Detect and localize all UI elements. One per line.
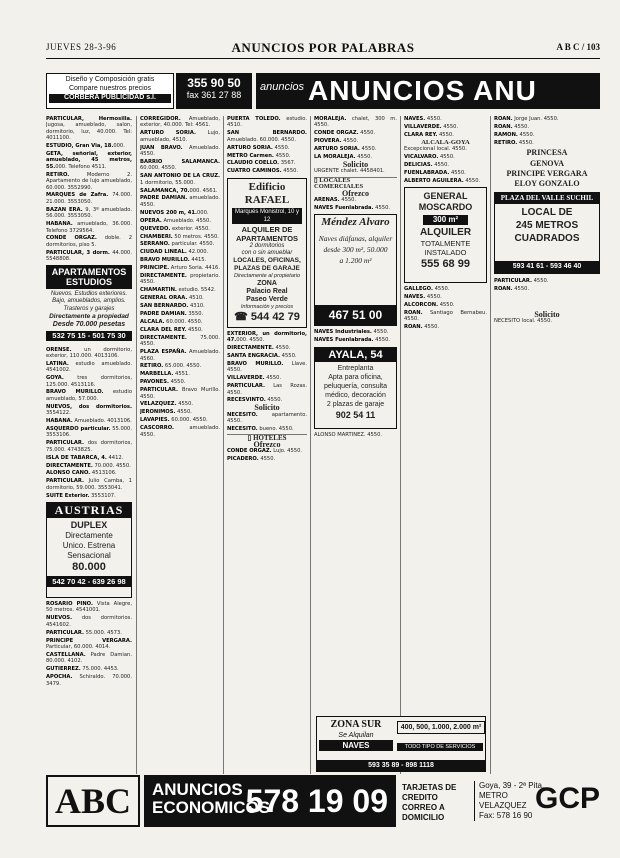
col6-genova-label: GENOVA — [529, 158, 565, 168]
classified-entry: VELAZQUEZ. 4550. — [140, 401, 194, 408]
classified-entry: ARTURO SORIA. 4550. — [227, 144, 290, 151]
classified-entry: APOCHA. Schiraldo. 70.000. 3479. — [46, 674, 132, 687]
classified-entry: BAZAN ERA. 9, 3º amueblado. 56.000. 3553050. — [46, 206, 132, 220]
apartamentos-line-3: Trasteros y garajes — [63, 305, 115, 312]
ayala-ad — [314, 347, 397, 429]
col4-urgente: URGENTE chalet. 4458401. — [314, 168, 385, 175]
classified-entry: PARTICULAR. Las Rozas. 4550. — [227, 383, 307, 396]
banner-small-word: anuncios — [260, 81, 305, 93]
classified-entry: LA MORALEJA. 4550. — [314, 154, 373, 161]
col3-solicito-label: Solicito — [254, 403, 280, 413]
classified-entry: PIOVERA. 4550. — [314, 138, 359, 145]
classified-entry: GUTIERREZ. 75.000. 4453. — [46, 666, 119, 673]
ayala-line-2: Apta para oficina, — [328, 373, 383, 381]
footer-banner — [46, 775, 600, 827]
classified-entry: ROAN. 4550. — [494, 285, 530, 292]
promo-line-1: Diseño y Composición gratis — [65, 76, 155, 83]
col6-top-list — [494, 116, 600, 146]
austrias-line-2: Directamente — [65, 531, 113, 541]
col1-mid-list — [46, 347, 132, 500]
classified-entry: CONDE ORGAZ. doble. 2 dormitorios, piso 5. — [46, 235, 132, 248]
classified-entry: ROAN. 4550. — [404, 324, 440, 331]
banner-phone-box — [176, 73, 252, 109]
footer-cc-line-1: TARJETAS DE CREDITO — [402, 783, 457, 802]
col3-hoteles-text: HOTELES — [253, 434, 287, 443]
ayala-title: AYALA, 54 — [315, 348, 396, 362]
classified-entry: DELICIAS. 4550. — [404, 161, 450, 168]
classified-entry: GALLEGO. 4550. — [404, 286, 450, 293]
banner-phone: 355 90 50 — [187, 76, 241, 90]
general-line-4: ALQUILER — [419, 227, 472, 239]
promo-line-2: Compare nuestros precios — [68, 84, 152, 92]
zona-line-2: NAVES — [319, 740, 393, 751]
footer-phone-number: 578 19 09 — [245, 783, 388, 819]
general-line-6: INSTALADO — [424, 248, 467, 258]
col5-top-list — [404, 116, 487, 138]
classified-entry: PRINCIPE VERGARA. Particular, 60.000. 4014. — [46, 637, 132, 650]
classified-entry: CLARA REY. 4550. — [404, 131, 454, 138]
plaza-valle-suchil-ad — [494, 192, 600, 274]
rafael-line-11: Información y precios — [240, 303, 294, 310]
classified-entry: PARTICULAR. 4550. — [494, 277, 549, 284]
classified-entry: RETIRO. 65.000. 4550. — [140, 363, 202, 370]
col6-solicito-label: Solicito — [534, 310, 560, 320]
col4-solicito-label: Solicito — [342, 159, 369, 169]
ayala-line-4: médico, decoración — [325, 391, 386, 399]
rafael-line-8: ZONA — [257, 279, 277, 287]
col3-top-list — [227, 116, 307, 175]
column-6 — [494, 116, 600, 774]
classified-entry: NUEVOS 200 m, 41.000. — [140, 209, 209, 216]
footer-addr-line-3: Fax: 578 16 90 — [479, 811, 533, 820]
column-divider — [136, 116, 137, 774]
classified-entry: ESTUDIO, Gran Via, 18.000. — [46, 143, 125, 150]
plaza-phone: 593 41 61 - 593 46 40 — [495, 261, 599, 273]
plaza-line-2: 245 METROS — [515, 219, 579, 231]
rafael-line-1: ALQUILER DE — [241, 224, 293, 234]
ayala-phone: 902 54 11 — [335, 409, 376, 420]
classified-entry: METRO Carmen. 4550. — [227, 152, 291, 159]
classified-entry: OPERA. Amueblado. 4550. — [140, 217, 212, 224]
footer-anuncios-block — [144, 775, 396, 827]
ayala-line-3: peluquería, consulta — [323, 382, 388, 390]
rafael-line-3: 2 dormitorios — [249, 242, 285, 249]
mendez-line-3: a 1.200 m² — [339, 256, 372, 266]
col4-alonso: ALONSO MARTINEZ. 4550. — [314, 431, 383, 438]
classified-entry: PARTICULAR. Julio Camba, 1 dormitorio, 59.000. 3553041. — [46, 478, 132, 491]
classified-entry: SAN BERNARDO. Amueblado. 60.000. 4550. — [227, 130, 307, 143]
classified-entry: CONDE ORGAZ. Lujo. 4550. — [227, 448, 303, 455]
header-page-number: A B C / 103 — [556, 42, 600, 52]
column-2 — [140, 116, 220, 774]
footer-line-2: ECONOMICOS — [152, 798, 271, 817]
banner-big-word: ANUNCIOS ANU — [308, 75, 537, 106]
classified-entry: CIUDAD LINEAL. 42.000. — [140, 249, 209, 256]
classified-entry: CLARA DEL REY. 4550. — [140, 326, 203, 333]
classified-entry: CHAMARTIN. estudio. 5542. — [140, 287, 216, 294]
apartamentos-title-1: APARTAMENTOS — [51, 266, 127, 277]
apartamentos-phones: 532 75 15 - 501 75 30 — [46, 331, 132, 341]
zona-sur-ad — [316, 716, 486, 772]
classified-entry: ARENAS. 4550. — [314, 196, 357, 203]
rafael-line-2: APARTAMENTOS — [235, 233, 299, 243]
austrias-ad — [46, 502, 132, 598]
col5-alcala-text: Excepcional local. 4550. — [404, 146, 467, 153]
classified-entry: NAVES Fuenlabrada. 4550. — [314, 337, 391, 344]
classified-entry: VICALVARO. 4550. — [404, 154, 455, 161]
classified-entry: ROAN. 4550. — [494, 123, 530, 130]
general-phone: 555 68 99 — [421, 258, 470, 271]
classified-entry: PARTICULAR, Hermosilla. Jugosa, amueblado, salon, dormitorio, luz, 40.000. Tel: 4011100. — [46, 116, 132, 142]
header-title: ANUNCIOS POR PALABRAS — [231, 40, 415, 55]
classified-entry: MORALEJA. chalet, 300 m. 4550. — [314, 116, 397, 129]
phone-icon: ☎ — [234, 310, 251, 323]
zona-title: ZONA SUR — [330, 719, 382, 730]
col5-list — [404, 154, 487, 184]
zona-phones: 593 35 89 - 898 1118 — [317, 760, 485, 771]
rafael-line-7: Directamente al propietario — [233, 272, 301, 279]
classified-entry: CHAMBERI. 50 metros. 4550. — [140, 233, 219, 240]
classified-entry: EXTERIOR, un dormitorio, 47.000. 4550. — [227, 330, 307, 344]
classified-entry: LAVAPIES. 60.000. 4550. — [140, 417, 208, 424]
apartamentos-line-1: Nuevos. Estudios exteriores. — [50, 290, 128, 297]
classified-entry: ORENSE. un dormitorio, exterior, 110.000. 4013106. — [46, 346, 132, 359]
apartamentos-line-2: Bajo, amueblados, amplios. — [52, 298, 126, 305]
plaza-line-1: LOCAL DE — [521, 206, 573, 218]
apartamentos-line-5: Desde 70.000 pesetas — [52, 321, 126, 329]
austrias-title: AUSTRIAS — [47, 503, 131, 518]
classified-entry: FUENLABRADA. 4550. — [404, 169, 466, 176]
classified-entry: NUEVOS, dos dormitorios. 3554122. — [46, 403, 132, 417]
classified-entry: CASTELLANA. Padre Damian. 80.000. 4102. — [46, 651, 132, 665]
col3-solicito-list — [227, 412, 307, 433]
classified-entry: ROAN. Santiago Bernabeu. 4550. — [404, 309, 487, 323]
page-header — [46, 40, 600, 56]
apartamentos-title-2: ESTUDIOS — [65, 276, 112, 287]
footer-addr-line-2: METRO VELAZQUEZ — [479, 791, 527, 810]
classified-entry: ALONSO CANO. 4513106. — [46, 470, 117, 477]
general-line-2: MOSCARDO — [418, 202, 473, 213]
classified-entry: CLAUDIO COELLO. 3567. — [227, 160, 296, 167]
classified-entry: SERRANO. particular. 4550. — [140, 241, 215, 248]
classified-entry: PARTICULAR, 3 dorm. 44.000. 5548808. — [46, 249, 132, 263]
column-3 — [227, 116, 307, 774]
gcp-logo: GCP — [534, 782, 600, 815]
classified-entry: DIRECTAMENTE. 70.000. 4550. — [46, 462, 131, 469]
col1-bottom-list — [46, 601, 132, 687]
col5-alcala-title: ALCALA-GOYA — [421, 138, 470, 146]
footer-cc-line-2: CORREO A DOMICILIO — [402, 803, 445, 822]
rafael-title: Edificio RAFAEL — [244, 180, 290, 206]
classified-entry: SALAMANCA, 70.000. 4561. — [140, 187, 218, 194]
column-divider — [400, 116, 401, 774]
classified-entry: RETIRO. Moderno 2. Apartamento de lujo amueblado, 60.000. 3552990. — [46, 171, 132, 191]
classified-entry: RAMON. 4550. — [494, 131, 535, 138]
col4-locales-text: LOCALES COMERCIALES — [314, 176, 364, 191]
austrias-line-1: DUPLEX — [70, 520, 108, 531]
classified-entry: ALCORCON. 4550. — [404, 301, 455, 308]
header-date: JUEVES 28-3-96 — [46, 42, 117, 52]
column-1 — [46, 116, 132, 774]
col4-ofrezco-label: Ofrezco — [342, 188, 369, 198]
classified-entry: CORREGIDOR. Amueblado, exterior, 40.000. Tel: 4561. — [140, 116, 220, 129]
classified-entry: PLAZA ESPAÑA. Amueblado. 4560. — [140, 349, 220, 362]
classified-entry: ARTURO SORIA. 4550. — [314, 146, 377, 153]
classified-entry: NECESITO. apartamento. 4550. — [227, 411, 307, 425]
zona-prices: 400, 500, 1.000, 2.000 m² — [397, 721, 485, 734]
classified-entry: ROAN. Jorge Juan. 4550. — [494, 116, 559, 122]
promo-box — [46, 73, 174, 109]
classified-entry: CUATRO CAMINOS. 4550. — [227, 168, 299, 175]
classified-entry: SAN BERNARDO. 4310. — [140, 303, 205, 310]
mendez-line-2: desde 300 m², 50.000 — [323, 245, 388, 255]
mendez-alvaro-ad — [314, 214, 397, 326]
classified-entry: HABANA. Amueblado. 4013106. — [46, 418, 132, 425]
column-divider — [223, 116, 224, 774]
footer-addr-line-1: Goya, 39 - 2ª Pita. — [479, 781, 545, 790]
ayala-line-5: 2 plazas de garaje — [326, 400, 385, 408]
classified-entry: CASCORRO. amueblado. 4550. — [140, 425, 220, 438]
general-line-3: 300 m² — [423, 215, 468, 225]
austrias-phones: 542 70 42 - 639 26 98 — [47, 576, 131, 587]
apartamentos-ad — [46, 265, 132, 345]
classified-entry: PADRE DAMIAN. 3550. — [140, 311, 204, 318]
col5-bottom-list — [404, 286, 487, 330]
edificio-rafael-ad — [227, 178, 307, 328]
col4-mid-list — [314, 197, 397, 211]
col3-bottom-list — [227, 331, 307, 404]
classified-entry: GENERAL ORAA. 4510. — [140, 295, 204, 302]
classified-entry: SUITE Exterior. 3553107. — [46, 492, 116, 499]
rafael-line-9: Palacio Real — [246, 287, 288, 295]
classified-entry: ALBERTO AGUILERA. 4550. — [404, 177, 481, 184]
classified-entry: ALCALA. 60.000. 4550. — [140, 318, 203, 325]
classified-entry: DIRECTAMENTE. 75.000. 4550. — [140, 334, 220, 348]
classified-entry: PAVONES. 4550. — [140, 379, 186, 386]
footer-line-1: ANUNCIOS — [152, 780, 243, 799]
classified-entry: ASQUERDO particular. 55.000. 3553106. — [46, 426, 132, 439]
classified-entry: PARTICULAR. 55.000. 4573. — [46, 629, 122, 636]
classified-entry: RETIRO. 4550. — [494, 139, 534, 146]
general-moscardo-ad — [404, 187, 487, 283]
classified-entry: PADRE DAMIAN. amueblado. 4550. — [140, 195, 220, 208]
plaza-title: PLAZA DEL VALLE SUCHIL — [495, 193, 599, 204]
footer-credit-cards — [402, 783, 470, 823]
classified-entry: PRINCIPE. Arturo Soria. 4416. — [140, 265, 220, 272]
col1-top-list — [46, 116, 132, 263]
classified-entry: HABANA. amueblado, 36.000. Telefono 3729564. — [46, 221, 132, 234]
classified-entry: MARBELLA. 4551. — [140, 371, 190, 378]
rafael-line-6: PLAZAS DE GARAJE — [234, 264, 300, 272]
col2-list — [140, 116, 220, 438]
rafael-line-5: LOCALES, OFICINAS, — [233, 256, 301, 264]
classified-entry: ROSARIO PINO. Vista Alegre, 50 metros. 4541001. — [46, 601, 132, 614]
col6-eloy-label: ELOY GONZALO — [514, 179, 580, 189]
general-line-5: TOTALMENTE — [420, 239, 471, 249]
classified-entry: NUEVOS. dos dormitorios. 4541602. — [46, 615, 132, 628]
classified-entry: SANTA ENGRACIA. 4550. — [227, 352, 297, 359]
classified-entry: NAVES. 4550. — [404, 116, 442, 122]
col6-principe-label: PRINCIPE VERGARA — [506, 168, 588, 178]
col3-ofrezco-label: Ofrezco — [253, 439, 281, 449]
col4-top-list — [314, 116, 397, 160]
col3-ofrezco-list — [227, 448, 307, 462]
classified-entry: BRAVO MURILLO. 4415. — [140, 257, 207, 264]
column-4 — [314, 116, 397, 774]
apartamentos-line-4: Directamente a propiedad — [49, 313, 129, 321]
mendez-line-1: Naves diáfanas, alquiler — [318, 234, 393, 244]
classified-entry: DIRECTAMENTE. propietario. 4550. — [140, 273, 220, 286]
classified-entry: LATINA. estudio amueblado. 4541002. — [46, 360, 132, 374]
rafael-line-4: con o sin amueblar — [241, 249, 293, 256]
zona-line-1: Se Alquilan — [338, 732, 374, 739]
general-line-1: GENERAL — [423, 191, 468, 202]
ayala-line-1: Entreplanta — [337, 364, 374, 372]
classified-entry: JUAN BRAVO. Amueblado. 4550. — [140, 144, 220, 158]
classified-entry: RECESVINTO. 4550. — [227, 397, 283, 404]
classified-entry: PICADERO. 4550. — [227, 456, 276, 463]
classified-entry: PARTICULAR. dos dormitorios, 75.000. 4743825. — [46, 440, 132, 453]
plaza-line-3: CUADRADOS — [514, 232, 580, 244]
rafael-phone-number: 544 42 79 — [250, 310, 300, 323]
column-divider — [490, 116, 491, 774]
banner-headline — [256, 73, 600, 109]
col6-bottom-list — [494, 278, 600, 292]
shop-icon: ▯ — [314, 176, 320, 184]
classified-entry: GOYA. tres dormitorios, 125.000. 4513116. — [46, 375, 132, 388]
classified-entry: DIRECTAMENTE. 4550. — [227, 345, 291, 352]
austrias-line-4: Sensacional — [67, 551, 111, 561]
column-divider — [310, 116, 311, 774]
apartamentos-header — [46, 265, 132, 289]
classified-entry: NAVES Fuenlabrada. 4550. — [314, 204, 391, 211]
classified-entry: BRAVO MURILLO. Llave. 4550. — [227, 360, 307, 374]
rafael-line-10: Paseo Verde — [246, 295, 288, 303]
classified-entry: PUERTA TOLEDO. estudio. 4510. — [227, 116, 307, 129]
classified-entry: SAN ANTONIO DE LA CRUZ. 1 dormitorio, 55.000. — [140, 173, 220, 186]
col6-princesa-label: PRINCESA — [526, 148, 568, 158]
classified-entry: MARQUES de Zafra. 74.000. 21.000. 3553050. — [46, 192, 132, 205]
zona-services: TODO TIPO DE SERVICIOS — [397, 743, 483, 751]
mendez-title: Méndez Alvaro — [321, 216, 390, 229]
banner-fax: fax 361 27 88 — [186, 90, 242, 100]
classified-entry: NAVES Industriales. 4550. — [314, 329, 389, 336]
classified-entry: BARRIO SALAMANCA. 60.000. 4550. — [140, 158, 220, 172]
austrias-line-3: Unico. Estrena — [62, 541, 116, 551]
classified-entry: NAVES. 4550. — [404, 294, 442, 301]
classified-entry: VILLAVERDE. 4550. — [227, 375, 282, 382]
rafael-phone — [228, 311, 306, 324]
mendez-phone: 467 51 00 — [315, 305, 396, 325]
top-banner — [46, 73, 600, 109]
rafael-address: Marqués Monistrol, 10 y 12 — [232, 208, 302, 224]
classified-entry: PARTICULAR. Bravo Murillo. 4550. — [140, 387, 220, 400]
austrias-price: 80.000 — [72, 561, 106, 574]
classified-entry: ARTURO SORIA. Lujo, amueblado, 4510. — [140, 130, 220, 143]
classified-entry: NECESITO. bueno. 4550. — [227, 426, 294, 433]
classified-entry: CONDE ORGAZ. 4550. — [314, 130, 376, 137]
classified-entry: JERONIMOS. 4550. — [140, 409, 192, 416]
col6-solicito-entry: NECESITO local. 4550. — [494, 318, 553, 325]
classified-entry: VILLAVERDE. 4550. — [404, 123, 459, 130]
classified-entry: BRAVO MURILLO. estudio amueblado, 57.000. — [46, 389, 132, 402]
col4-low-list — [314, 329, 397, 343]
header-rule — [46, 58, 600, 59]
abc-logo: ABC — [46, 775, 140, 827]
promo-agency: CORBERA PUBLICIDAD s.l. — [49, 94, 171, 103]
hotel-icon: ▯ — [247, 434, 254, 443]
classified-entry: ISLA DE TABARCA, 4. 4412. — [46, 454, 124, 461]
classified-entry: QUEVEDO. exterior. 4550. — [140, 225, 210, 232]
classified-entry: GETA, señorial, exterior, amueblado, 45 metros, 55.000. Telefono 4511. — [46, 151, 132, 170]
column-5 — [404, 116, 487, 774]
